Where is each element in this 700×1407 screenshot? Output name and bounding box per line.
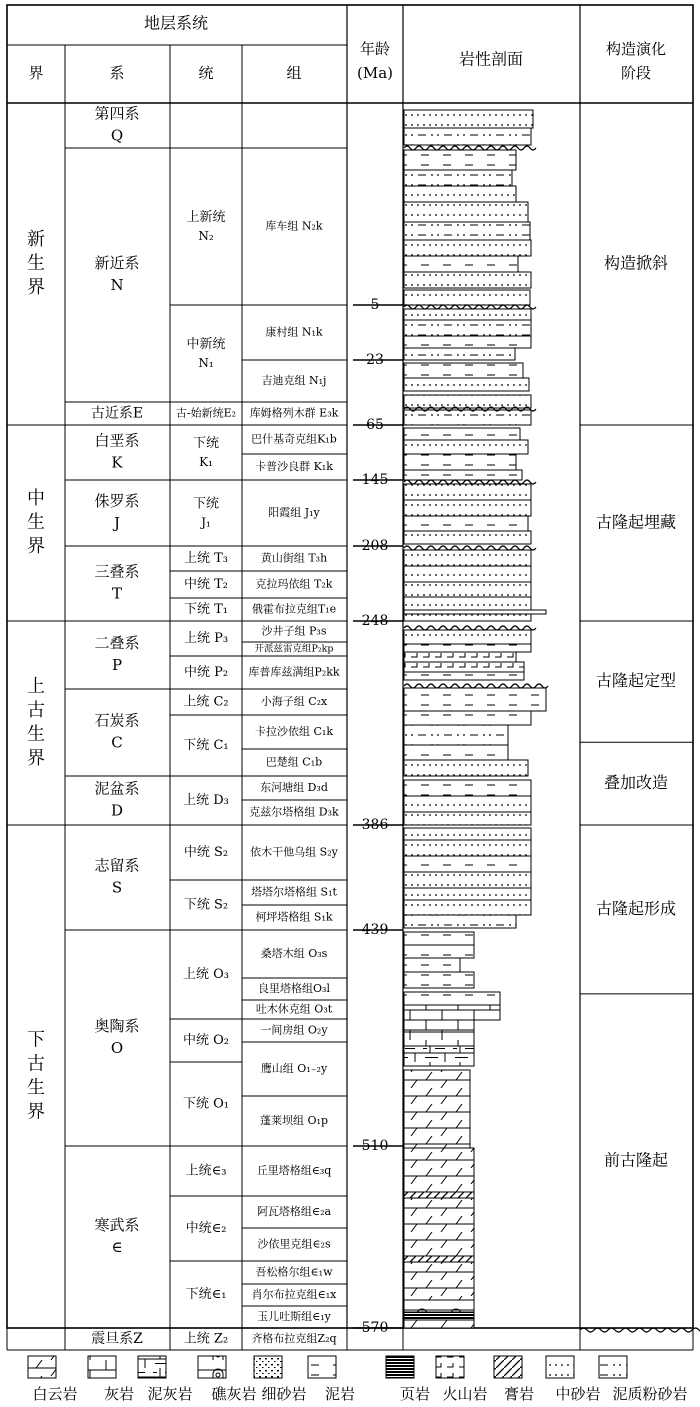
series-name: 上统 C₂ — [183, 694, 229, 710]
lithology-layer — [404, 1046, 474, 1066]
header-stratigraphic-system: 地层系统 — [143, 13, 209, 33]
lithology-layer — [404, 566, 531, 582]
lithology-layer — [404, 582, 531, 597]
formation-name: 东河塘组 D₃d — [260, 781, 328, 794]
marly-limestone-swatch — [138, 1356, 166, 1378]
lithology-layer — [404, 672, 524, 680]
formation-name: 沙依里克组∈₂s — [257, 1237, 331, 1251]
system-symbol: T — [111, 584, 123, 603]
lithology-layer — [404, 256, 518, 272]
series-symbol: N₁ — [198, 356, 214, 370]
series-name: 中统 O₂ — [182, 1033, 230, 1048]
system-symbol: Q — [110, 126, 124, 145]
unconformity-line — [580, 1328, 700, 1332]
legend-item-dolomite — [28, 1356, 78, 1403]
series-name: 上统∈₃ — [185, 1163, 227, 1179]
lithology-layer — [404, 470, 522, 480]
erathem-label: 上 — [27, 676, 45, 697]
formation-name: 巴楚组 C₁b — [265, 755, 323, 769]
lithology-layer — [404, 484, 531, 500]
lithology-layer — [404, 662, 524, 672]
lithology-layer — [404, 597, 531, 610]
series-symbol: N₂ — [198, 229, 214, 243]
series-name: 中新统 — [186, 337, 226, 352]
unconformity-line — [404, 626, 536, 630]
header-age: 年龄 — [359, 40, 391, 58]
header-tectonic-stage: 阶段 — [620, 64, 652, 82]
series-name: 中统 P₂ — [183, 665, 229, 680]
lithology-layer — [404, 363, 523, 378]
series-name: 上统 P₃ — [183, 631, 229, 646]
lithology-layer — [404, 1032, 474, 1046]
erathem-label: 古 — [27, 1053, 45, 1075]
header-lithologic-profile: 岩性剖面 — [458, 49, 524, 69]
volcanic-swatch — [436, 1356, 464, 1378]
age-label: 65 — [366, 417, 384, 433]
unconformity-line — [404, 305, 536, 309]
series-name: 上统 Z₂ — [183, 1331, 229, 1347]
formation-name: 柯坪塔格组 S₁k — [255, 910, 333, 924]
header-series: 统 — [198, 64, 214, 82]
formation-name: 俄霍布拉克组T₁e — [251, 602, 337, 616]
series-name: 下统 T₁ — [183, 602, 229, 617]
lithology-layer — [404, 272, 531, 288]
series-name: 上统 T₃ — [183, 551, 229, 566]
lithology-layer — [404, 745, 508, 760]
lithology-layer — [404, 290, 530, 305]
lithology-layer — [404, 1256, 474, 1262]
legend-label: 泥岩 — [324, 1385, 356, 1403]
lithology-layer — [404, 1198, 474, 1256]
series-name: 中统 T₂ — [183, 577, 229, 592]
legend-item-fine-sandstone — [254, 1356, 307, 1403]
lithology-layer — [404, 1148, 474, 1192]
medium-sandstone-swatch — [546, 1356, 574, 1378]
series-name: 下统 — [192, 436, 220, 451]
formation-name: 蓬莱坝组 O₁p — [260, 1114, 328, 1127]
lithology-layer — [404, 688, 546, 711]
series-name: 古-始新统E₂ — [175, 406, 237, 420]
lithology-layer — [404, 428, 520, 440]
lithology-layer — [404, 1312, 474, 1320]
series-name: 下统∈₁ — [185, 1287, 227, 1302]
series-name: 下统 S₂ — [183, 897, 229, 913]
legend-item-argillaceous-siltstone — [599, 1356, 688, 1403]
system-name: 石炭系 — [94, 711, 140, 730]
legend-label: 泥质粉砂岩 — [612, 1385, 688, 1403]
lithology-layer — [404, 222, 530, 240]
lithology-layer — [404, 872, 531, 888]
limestone-swatch — [88, 1356, 116, 1378]
lithology-layer — [404, 915, 516, 928]
system-symbol: P — [111, 656, 123, 674]
header-tectonic-evolution: 构造演化 — [605, 40, 667, 58]
legend-label: 页岩 — [399, 1385, 431, 1403]
system-symbol: O — [110, 1039, 124, 1057]
lithology-layer — [404, 110, 533, 128]
series-name: 下统 C₁ — [183, 738, 229, 753]
tectonic-stage-label: 叠加改造 — [603, 773, 669, 793]
lithology-layer — [404, 652, 516, 662]
erathem-label: 界 — [27, 277, 45, 298]
tectonic-stage-label: 古隆起埋藏 — [595, 512, 677, 532]
lithology-layer — [404, 202, 528, 222]
formation-name: 克兹尔塔格组 D₃k — [249, 805, 339, 819]
legend-item-marly-limestone — [138, 1356, 193, 1403]
lithology-layer — [404, 958, 460, 972]
formation-name: 克拉玛依组 T₂k — [255, 577, 333, 591]
lithology-layer — [404, 1070, 470, 1148]
lithology-layer — [404, 725, 508, 745]
formation-name: 肖尔布拉克组∈₁x — [251, 1288, 337, 1301]
erathem-label: 生 — [27, 1077, 45, 1099]
formation-name: 库姆格列木群 E₃k — [249, 406, 339, 420]
system-name: 白垩系 — [94, 431, 140, 450]
lithology-layer — [404, 932, 474, 945]
formation-name: 吾松格尔组∈₁w — [255, 1265, 333, 1279]
legend-item-gypsum — [494, 1356, 534, 1403]
lithology-layer — [404, 945, 474, 958]
formation-name: 库普库兹满组P₂kk — [248, 665, 340, 679]
lithology-layer — [404, 972, 474, 988]
unconformity-line — [404, 546, 536, 550]
lithology-layer — [404, 348, 515, 360]
erathem-label: 生 — [27, 253, 45, 274]
erathem-label: 界 — [27, 748, 45, 769]
lithology-layer — [404, 1192, 474, 1198]
system-name: 第四系 — [94, 104, 140, 123]
formation-name: 玉儿吐斯组∈₁y — [257, 1310, 331, 1323]
formation-name: 依木干他乌组 S₂y — [250, 845, 338, 859]
lithology-layer — [404, 410, 531, 425]
legend-label: 膏岩 — [503, 1385, 535, 1403]
formation-name: 阿瓦塔格组∈₂a — [256, 1205, 332, 1218]
formation-name: 良里塔格组O₃l — [258, 982, 330, 995]
lithology-layer — [404, 711, 531, 725]
formation-name: 丘里塔格组∈₃q — [256, 1164, 332, 1177]
formation-name: 卡普沙良群 K₁k — [255, 460, 333, 473]
series-name: 上统 O₃ — [182, 967, 230, 982]
lithology-layer — [404, 828, 531, 840]
lithology-layer — [404, 550, 531, 566]
system-symbol: C — [111, 733, 123, 752]
lithology-layer — [404, 610, 546, 614]
argillaceous-siltstone-swatch — [599, 1356, 627, 1378]
system-symbol: D — [110, 801, 124, 820]
formation-name: 桑塔木组 O₃s — [260, 947, 328, 960]
lithology-layer — [404, 1320, 474, 1328]
age-label: 386 — [361, 817, 389, 833]
legend-label: 礁灰岩 — [211, 1385, 257, 1403]
shale-swatch — [386, 1356, 414, 1378]
lithology-layer — [404, 856, 531, 872]
formation-name: 鹰山组 O₁₋₂y — [260, 1062, 328, 1075]
legend-label: 细砂岩 — [261, 1385, 307, 1403]
lithology-layer — [404, 840, 531, 856]
lithology-layer — [404, 1020, 474, 1032]
erathem-label: 生 — [27, 724, 45, 745]
formation-name: 小海子组 C₂x — [260, 695, 328, 708]
lithology-layer — [404, 378, 529, 391]
lithology-layer — [404, 500, 531, 516]
header-age-unit: (Ma) — [356, 64, 394, 82]
legend-item-medium-sandstone — [546, 1356, 601, 1403]
lithology-layer — [404, 309, 531, 320]
age-label: 570 — [361, 1320, 389, 1336]
age-label: 208 — [361, 538, 389, 554]
unconformity-line — [404, 480, 536, 484]
lithology-layer — [404, 812, 531, 825]
age-label: 145 — [361, 472, 389, 488]
header-erathem: 界 — [28, 64, 44, 82]
system-name: 古近系E — [90, 405, 144, 422]
system-symbol: N — [110, 276, 124, 294]
legend-label: 灰岩 — [103, 1385, 135, 1403]
lithology-layer — [404, 1300, 474, 1312]
lithology-layer — [404, 240, 531, 256]
lithology-layer — [404, 150, 516, 170]
mudstone-swatch — [308, 1356, 336, 1378]
lithology-layer — [404, 336, 531, 348]
legend-label: 泥灰岩 — [147, 1385, 193, 1403]
series-name: 上统 D₃ — [183, 793, 229, 808]
series-symbol: K₁ — [199, 455, 213, 469]
tectonic-stage-label: 前古隆起 — [603, 1150, 669, 1170]
system-name: 奥陶系 — [94, 1017, 140, 1035]
age-label: 510 — [361, 1138, 389, 1154]
formation-name: 塔塔尔塔格组 S₁t — [251, 885, 337, 899]
formation-name: 吐木休克组 O₃t — [255, 1002, 333, 1016]
lithology-layer — [404, 780, 531, 796]
formation-name: 康村组 N₁k — [265, 325, 323, 339]
age-label: 5 — [370, 297, 380, 313]
formation-name: 吉迪克组 N₁j — [261, 374, 327, 387]
reef-limestone-swatch — [198, 1356, 226, 1378]
fine-sandstone-swatch — [254, 1356, 282, 1378]
lithology-layer — [404, 1005, 500, 1020]
system-name: 泥盆系 — [94, 779, 140, 798]
age-label: 23 — [366, 352, 384, 368]
lithology-layer — [404, 454, 516, 470]
formation-name: 齐格布拉克组Z₂q — [251, 1332, 337, 1345]
lithology-layer — [404, 170, 512, 186]
system-name: 寒武系 — [94, 1216, 140, 1234]
dolomite-swatch — [28, 1356, 56, 1378]
formation-name: 阳霞组 J₁y — [268, 506, 320, 519]
system-name: 二叠系 — [94, 634, 140, 652]
table-border — [7, 5, 693, 1328]
formation-name: 黄山街组 T₃h — [260, 551, 328, 565]
erathem-label: 古 — [27, 700, 45, 721]
legend-item-reef-limestone — [198, 1356, 257, 1403]
lithology-layer — [404, 186, 516, 202]
lithology-layer — [404, 614, 531, 621]
legend-item-volcanic — [436, 1356, 488, 1403]
lithology-layer — [404, 395, 531, 408]
system-name: 三叠系 — [94, 562, 140, 581]
system-name: 新近系 — [94, 254, 140, 272]
lithology-layer — [404, 128, 531, 145]
formation-name: 卡拉沙依组 C₁k — [255, 725, 333, 738]
unconformity-line — [404, 684, 548, 688]
formation-name: 巴什基奇克组K₁b — [251, 432, 337, 446]
formation-name: 沙井子组 P₃s — [261, 624, 327, 638]
series-name: 下统 O₁ — [182, 1096, 230, 1112]
lithology-layer — [404, 992, 500, 1005]
erathem-label: 下 — [27, 1029, 45, 1051]
erathem-label: 界 — [27, 536, 45, 557]
erathem-label: 界 — [27, 1101, 45, 1123]
system-symbol: J — [113, 514, 121, 532]
legend-label: 中砂岩 — [555, 1385, 601, 1403]
system-symbol: K — [111, 453, 123, 472]
erathem-label: 生 — [27, 512, 45, 533]
legend-item-limestone — [88, 1356, 134, 1403]
tectonic-stage-label: 古隆起定型 — [595, 671, 677, 691]
legend-item-mudstone — [308, 1356, 355, 1403]
formation-name: 开派兹雷克组P₂kp — [254, 643, 334, 655]
erathem-label: 新 — [27, 229, 45, 250]
lithology-layer — [404, 630, 531, 644]
unconformity-line — [404, 146, 536, 150]
series-name: 下统 — [192, 496, 220, 512]
system-symbol: S — [111, 878, 123, 897]
legend-label: 白云岩 — [32, 1385, 78, 1403]
age-label: 248 — [361, 613, 389, 629]
age-label: 439 — [361, 922, 389, 938]
gypsum-swatch — [494, 1356, 522, 1378]
series-name: 中统∈₂ — [185, 1221, 227, 1236]
system-name: 志留系 — [94, 856, 140, 875]
lithology-layer — [404, 440, 528, 454]
header-formation: 组 — [286, 64, 302, 82]
erathem-label: 中 — [27, 488, 45, 509]
series-symbol: J₁ — [201, 515, 211, 530]
lithology-layer — [404, 796, 531, 812]
system-name: 侏罗系 — [94, 492, 140, 510]
lithology-layer — [404, 531, 531, 544]
system-name: 震旦系Z — [91, 1331, 143, 1347]
lithology-layer — [404, 320, 531, 336]
formation-name: 库车组 N₂k — [265, 219, 323, 233]
legend-item-shale — [386, 1356, 430, 1403]
lithology-layer — [404, 760, 528, 776]
lithology-layer — [404, 900, 531, 915]
lithology-layer — [404, 644, 531, 652]
tectonic-stage-label: 古隆起形成 — [595, 898, 677, 918]
lithology-layer — [404, 1262, 474, 1300]
series-name: 中统 S₂ — [183, 845, 229, 860]
series-name: 上新统 — [186, 210, 226, 225]
lithology-layer — [404, 516, 528, 531]
system-symbol: ∈ — [111, 1238, 123, 1256]
lithology-layer — [404, 888, 531, 900]
header-system: 系 — [109, 64, 125, 82]
formation-name: 一间房组 O₂y — [260, 1023, 328, 1037]
tectonic-stage-label: 构造掀斜 — [603, 253, 669, 273]
legend-label: 火山岩 — [442, 1385, 488, 1403]
